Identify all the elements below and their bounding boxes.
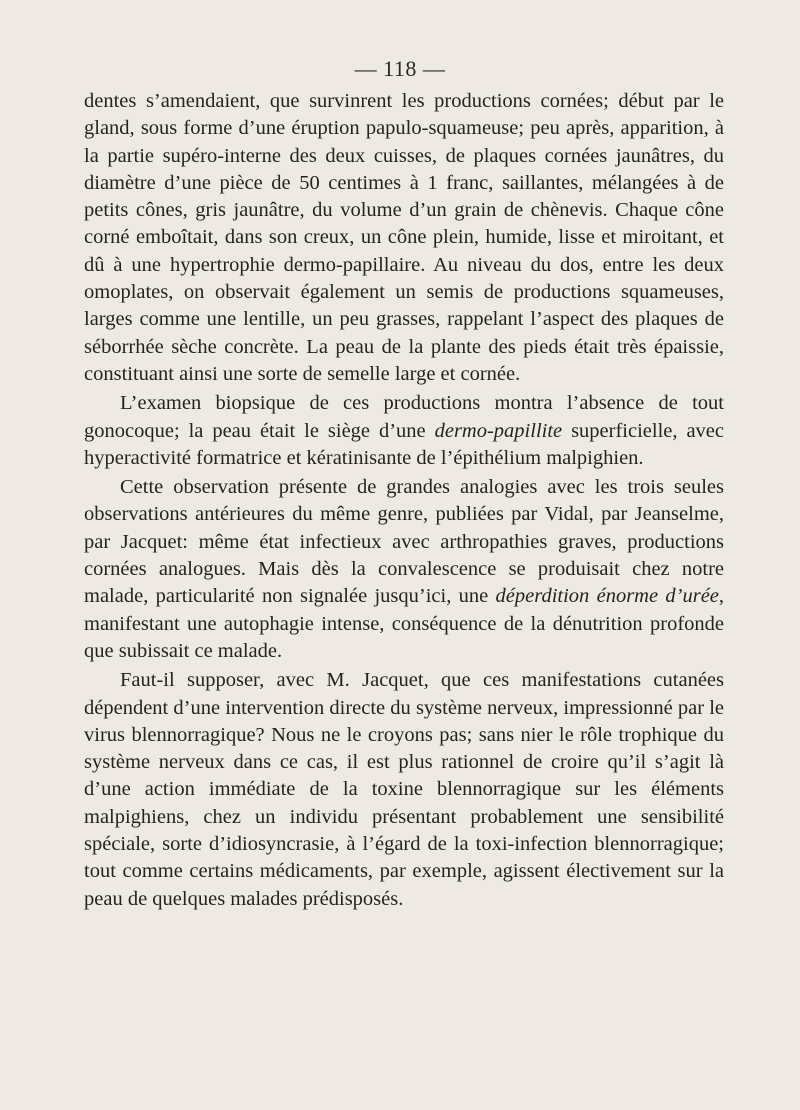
paragraph-text: Faut-il supposer, avec M. Jacquet, que ces manifestations cutanées dépendent d’une intervention directe du système nerveux, impressionné par le virus blennorragique? Nous ne le croyons pas; sans nier le rôle trophique du système nerveux dans ce cas, il est plus rationnel de croire qu’il s’agit là d’une action immédiate de la toxine blennorragique sur les éléments malpighiens, chez un individu présentant probablement une sensibilité spéciale, sorte d’idiosyncrasie, à l’égard de la toxi-infection blennorragique; tout comme certains médicaments, par exemple, agissent électivement sur la peau de quelques malades prédisposés.: [84, 669, 724, 910]
italic-term: dermo-papillite: [434, 419, 563, 442]
paragraph-text: , manifestant une autophagie intense, conséquence de la dénutrition profonde que subissait ce malade.: [84, 585, 725, 662]
body-text: [84, 88, 724, 913]
paragraph-text: L’examen biopsique de ces productions montra l’absence de tout gonocoque; la peau était le siège d’une: [84, 392, 724, 442]
paragraph-text: superficielle, avec hyperactivité formatrice et kératinisante de l’épithélium malpighien.: [84, 419, 724, 469]
paragraph-biopsy: [84, 390, 724, 472]
paragraph-hypothesis: [84, 667, 724, 913]
page-number: — 118 —: [354, 56, 446, 81]
paragraph-continuation: [84, 88, 724, 388]
paragraph-text: dentes s’amendaient, que survinrent les productions cornées; début par le gland, sous forme d’une éruption papulo-squameuse; peu après, apparition, à la partie supéro-interne des deux cuisses, de plaques cornées jaunâtres, du diamètre d’une pièce de 50 centimes à 1 franc, saillantes, mélangées à de petits cônes, gris jaunâtre, du volume d’un grain de chènevis. Chaque cône corné emboîtait, dans son creux, un cône plein, humide, lisse et miroitant, et dû à une hypertrophie dermo-papillaire. Au niveau du dos, entre les deux omoplates, on observait également un semis de productions squameuses, larges comme une lentille, un peu grasses, rappelant l’aspect des plaques de séborrhée sèche concrète. La peau de la plante des pieds était très épaissie, constituant ainsi une sorte de semelle large et cornée.: [84, 90, 724, 385]
italic-term: déperdition énorme d’urée: [495, 585, 719, 608]
paragraph-observation: [84, 474, 724, 665]
paragraph-text: Cette observation présente de grandes analogies avec les trois seules observations antérieures du même genre, publiées par Vidal, par Jeanselme, par Jacquet: même état infectieux avec arthropathies graves, productions cornées analogues. Mais dès la convalescence se produisait chez notre malade, particularité non signalée jusqu’ici, une: [84, 476, 724, 608]
